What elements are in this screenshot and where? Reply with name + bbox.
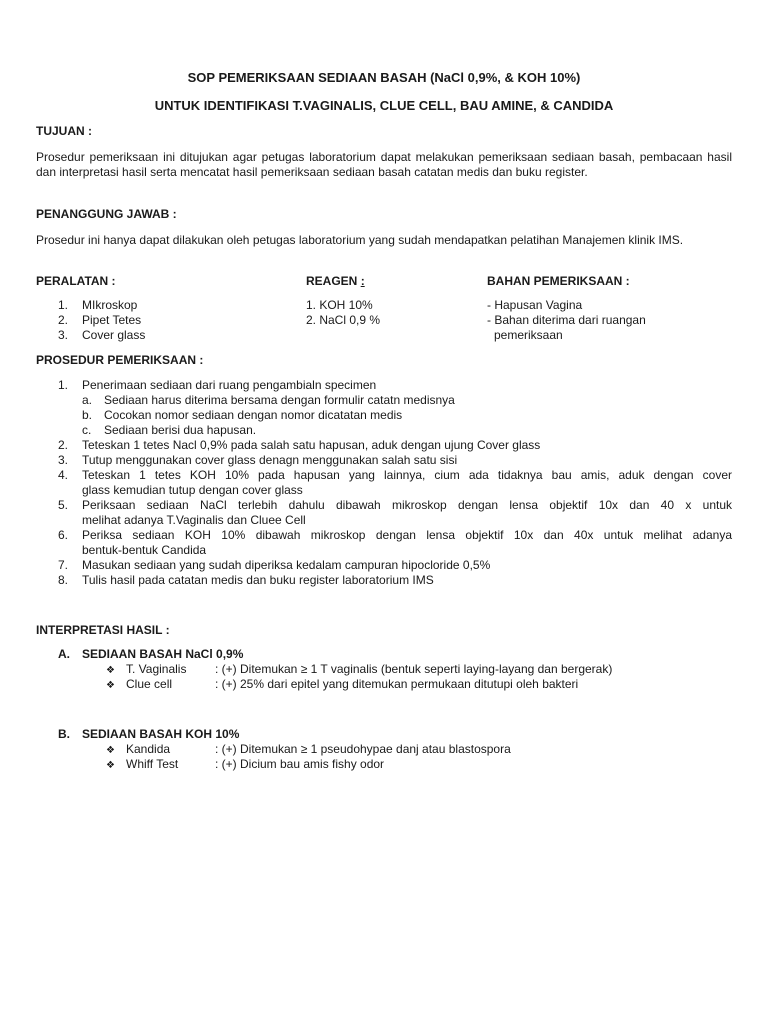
reagen-heading — [306, 274, 365, 289]
step-num-1: 1. — [58, 378, 69, 392]
bullet-diamond-icon: ❖ — [106, 745, 115, 756]
peralatan-item-2: Pipet Tetes — [82, 313, 142, 327]
document-title: SOP PEMERIKSAAN SEDIAAN BASAH (NaCl 0,9%, & KOH 10%) — [187, 70, 581, 85]
reagen-heading-label: REAGEN — [306, 274, 358, 288]
bahan-item-2-cont: pemeriksaan — [494, 328, 563, 342]
step-num-7: 7. — [58, 558, 69, 572]
step-1: Penerimaan sediaan dari ruang pengambialn specimen — [82, 378, 377, 392]
b2-value: : (+) Dicium bau amis fishy odor — [215, 757, 385, 771]
step-1b: Cocokan nomor sediaan dengan nomor dicatatan medis — [104, 408, 403, 422]
a1-name: T. Vaginalis — [126, 662, 187, 676]
peralatan-heading: PERALATAN : — [36, 274, 116, 288]
step-6-line1: Periksa sediaan KOH 10% dibawah mikroskop dengan lensa objektif 10x dan 40x untuk melihat adanya — [82, 528, 732, 542]
step-2: Teteskan 1 tetes Nacl 0,9% pada salah satu hapusan, aduk dengan ujung Cover glass — [82, 438, 541, 452]
peralatan-num-1: 1. — [58, 298, 69, 312]
b1-name: Kandida — [126, 742, 171, 756]
b2-name: Whiff Test — [126, 757, 179, 771]
tujuan-heading: TUJUAN : — [36, 124, 92, 138]
step-num-2: 2. — [58, 438, 69, 452]
section-b-label: B. — [58, 727, 70, 741]
substep-letter-a: a. — [82, 393, 93, 407]
a2-name: Clue cell — [126, 677, 173, 691]
peralatan-item-1: MIkroskop — [82, 298, 138, 312]
peralatan-item-3: Cover glass — [82, 328, 146, 342]
bullet-diamond-icon: ❖ — [106, 680, 115, 691]
document-subtitle: UNTUK IDENTIFIKASI T.VAGINALIS, CLUE CELL, BAU AMINE, & CANDIDA — [154, 98, 614, 113]
step-5-line1: Periksaan sediaan NaCl terlebih dahulu dibawah mikroskop dengan lensa objektif 10x dan 40 x untuk — [82, 498, 732, 512]
a1-value: : (+) Ditemukan ≥ 1 T vaginalis (bentuk seperti laying-layang dan bergerak) — [215, 662, 613, 676]
penanggung-heading: PENANGGUNG JAWAB : — [36, 207, 177, 221]
substep-letter-c: c. — [82, 423, 92, 437]
bahan-item-2: - Bahan diterima dari ruangan — [487, 313, 646, 327]
bullet-diamond-icon: ❖ — [106, 760, 115, 771]
peralatan-num-3: 3. — [58, 328, 69, 342]
substep-letter-b: b. — [82, 408, 93, 422]
reagen-heading-colon: : — [360, 274, 365, 288]
step-8: Tulis hasil pada catatan medis dan buku register laboratorium IMS — [82, 573, 434, 587]
bahan-heading: BAHAN PEMERIKSAAN : — [487, 274, 630, 288]
step-7: Masukan sediaan yang sudah diperiksa kedalam campuran hipocloride 0,5% — [82, 558, 491, 572]
section-b-title: SEDIAAN BASAH KOH 10% — [82, 727, 240, 741]
b1-value: : (+) Ditemukan ≥ 1 pseudohypae danj atau blastospora — [215, 742, 511, 756]
step-6-line2: bentuk-bentuk Candida — [82, 543, 207, 557]
step-num-6: 6. — [58, 528, 69, 542]
bahan-item-1: - Hapusan Vagina — [487, 298, 583, 312]
step-1c: Sediaan berisi dua hapusan. — [104, 423, 257, 437]
reagen-item-2: 2. NaCl 0,9 % — [306, 313, 381, 327]
step-num-8: 8. — [58, 573, 69, 587]
step-num-5: 5. — [58, 498, 69, 512]
step-4-line2: glass kemudian tutup dengan cover glass — [82, 483, 303, 497]
penanggung-text: Prosedur ini hanya dapat dilakukan oleh petugas laboratorium yang sudah mendapatkan pelatihan Manajemen klinik IMS. — [36, 233, 684, 247]
step-5-line2: melihat adanya T.Vaginalis dan Cluee Cell — [82, 513, 306, 527]
step-num-3: 3. — [58, 453, 69, 467]
step-num-4: 4. — [58, 468, 69, 482]
section-a-label: A. — [58, 647, 70, 661]
section-a-title: SEDIAAN BASAH NaCl 0,9% — [82, 647, 244, 661]
prosedur-heading: PROSEDUR PEMERIKSAAN : — [36, 353, 204, 367]
tujuan-text: Prosedur pemeriksaan ini ditujukan agar petugas laboratorium dapat melakukan pemeriksaan sediaan basah, pembacaan hasil dan interpretasi hasil serta mencatat hasil pemeriksaan sediaan basah catatan medis dan buku register. — [36, 150, 732, 179]
a2-value: : (+) 25% dari epitel yang ditemukan permukaan ditutupi oleh bakteri — [215, 677, 579, 691]
peralatan-num-2: 2. — [58, 313, 69, 327]
step-3: Tutup menggunakan cover glass denagn menggunakan salah satu sisi — [82, 453, 458, 467]
step-1a: Sediaan harus diterima bersama dengan formulir catatn medisnya — [104, 393, 455, 407]
step-4-line1: Teteskan 1 tetes KOH 10% pada hapusan yang lainnya, cium ada tidaknya bau amis, aduk dengan cover — [82, 468, 732, 482]
bullet-diamond-icon: ❖ — [106, 665, 115, 676]
reagen-item-1: 1. KOH 10% — [306, 298, 373, 312]
interpretasi-heading: INTERPRETASI HASIL : — [36, 623, 170, 637]
